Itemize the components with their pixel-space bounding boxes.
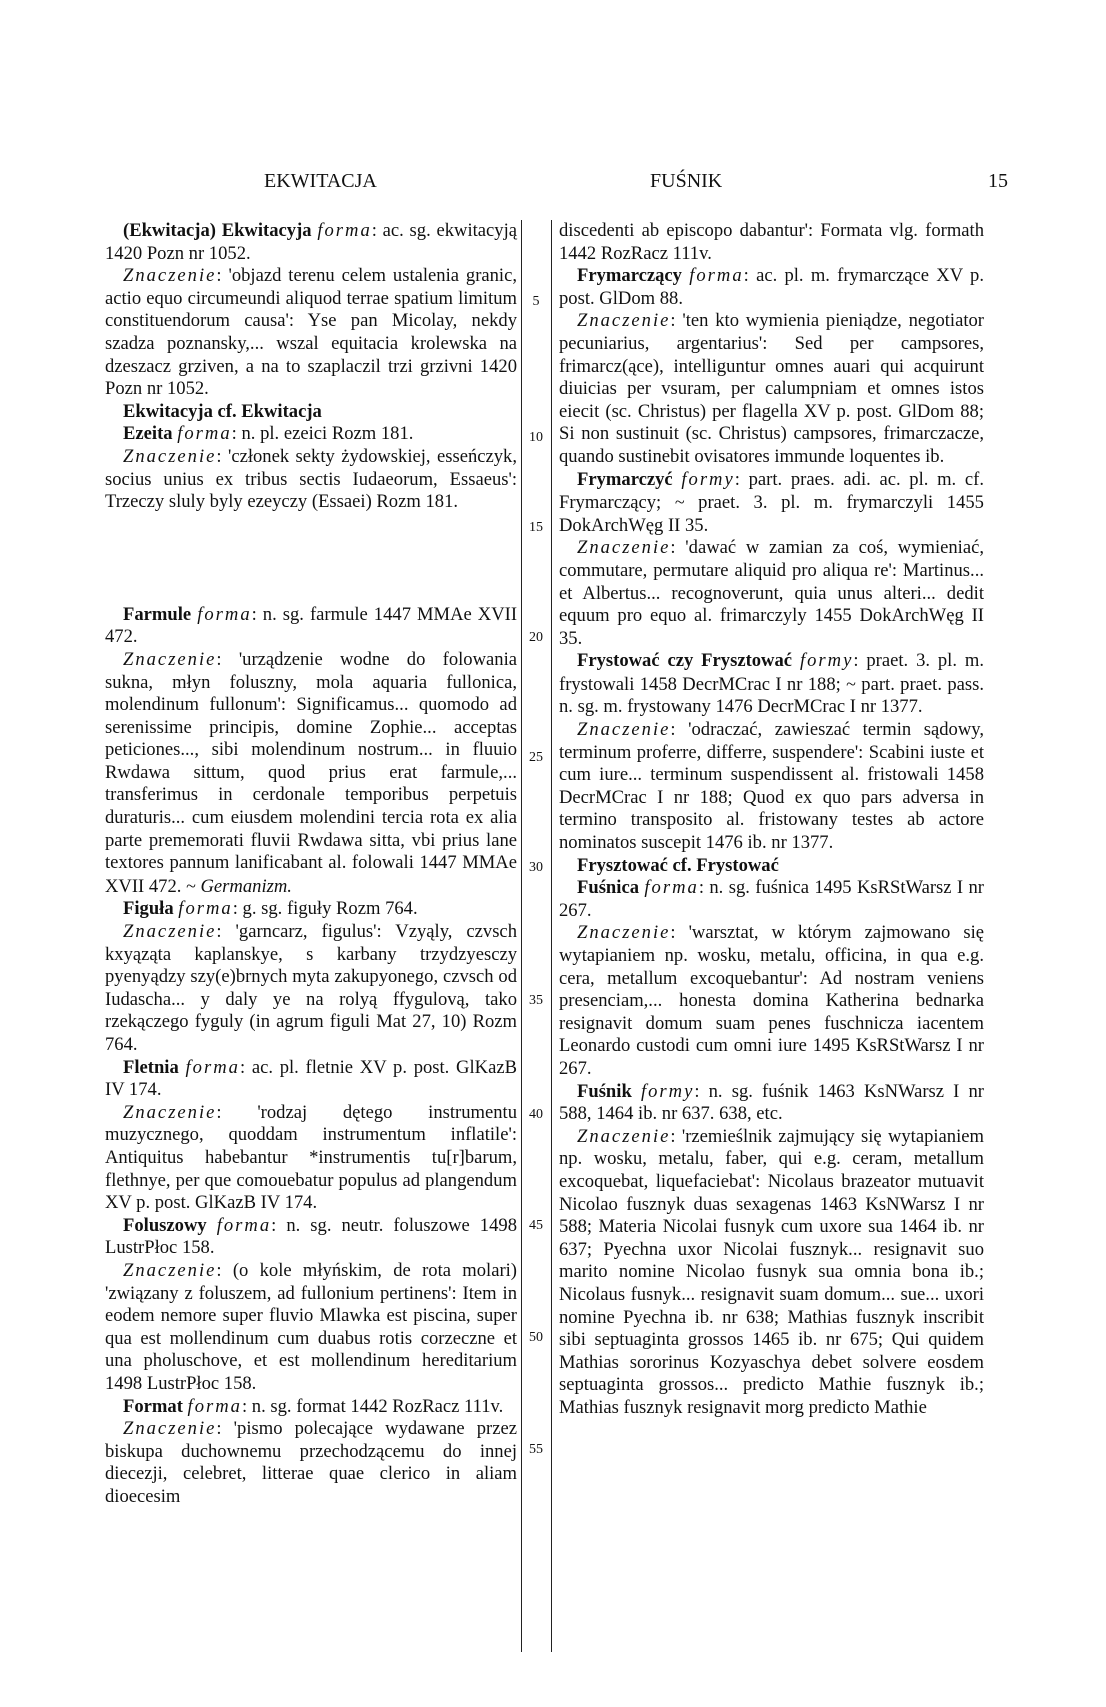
forma-label: forma [644, 877, 699, 899]
meaning-figula [105, 921, 517, 1057]
entry-fusnica [559, 877, 984, 922]
entry-headword: Fuśnica [577, 877, 639, 899]
formy-text: : part. praes. adi. ac. pl. m. cf. Frymarczący; [559, 468, 984, 514]
line-number: 5 [532, 294, 540, 309]
meaning-farmule [105, 649, 517, 899]
entry-format [105, 1396, 517, 1419]
line-number: 15 [529, 520, 543, 535]
formy-label: formy [640, 1080, 695, 1102]
forma-label: forma [187, 1395, 242, 1417]
forma-text: : ac. sg. ekwitacyją 1420 Pozn nr 1052. [105, 220, 517, 264]
forma-label: forma [178, 898, 233, 920]
entry-frystowac [559, 650, 984, 719]
znaczenie-label: Znaczenie [123, 648, 217, 670]
znaczenie-label: Znaczenie [577, 922, 671, 944]
znaczenie-label: Znaczenie [123, 1101, 217, 1123]
entry-fusnik [559, 1081, 984, 1126]
page-number: 15 [988, 170, 1008, 192]
forma-text: : ac. pl. fletnie XV p. post. GlKazB IV 174. [105, 1056, 517, 1101]
forma-text: : ac. pl. m. frymarczące XV p. post. GlDom 88. [559, 265, 984, 309]
meaning-format-continued: discedenti ab episcopo dabantur': Formata vlg. formath 1442 RozRacz 111v. [559, 220, 984, 264]
meaning-format [105, 1418, 517, 1508]
entry-headword: Farmule [123, 603, 192, 625]
etymology-note: Germanizm. [200, 875, 292, 897]
meaning-text: : 'członek sekty żydowskiej, esseńczyk, socius unius ex tribus sectis Iudaeorum, Essaeus': Trzeczy sluly byly ezeyczy (Essaei) Rozm 181. [105, 445, 517, 513]
line-number: 35 [529, 993, 543, 1008]
entry-headword: Foluszowy [123, 1214, 207, 1236]
running-head-right: FUŚNIK [650, 170, 723, 192]
znaczenie-label: Znaczenie [577, 719, 671, 741]
forma-label: forma [317, 220, 372, 241]
meaning-frystowac [559, 719, 984, 855]
znaczenie-label: Znaczenie [123, 1259, 217, 1281]
meaning-foluszowy [105, 1260, 517, 1396]
formy-label: formy [681, 468, 735, 490]
entry-headword: Fuśnik [577, 1080, 632, 1102]
meaning-text: : 'urządzenie wodne do folowania sukna, młyn foluszny, mola aquaria fullonica, molendinum fullonum': Significamus... quomodo ad serenissime principis, domine Zophie... acceptas peticiones..., sibi molendinum nostrum... in fluuio Rwdawa sittum, quod prius erat farmule,... transferimus in cerdonale temporibus perpetuis duraturis... cum eiusdem molendini tercia rota ex alia parte prememorati fluvii Rwdawa sitta, vbi prius lane textores pannum lanificabant al. folowali 1447 MMAe XVII 472. [105, 648, 517, 897]
meaning-text: : 'warsztat, w którym zajmowano się wytapianiem np. wosku, metalu, officina, in qua e.g. cera, metallum excoquebantur': Ad nostram veniens presenciam,... honesta domina Katherina bednarka resignavit domum suam penes fuschnicza iacentem Leonardo custodi cum omni iure 1495 KsRStWarsz I nr 267. [559, 922, 984, 1079]
tilde-symbol: ~ [674, 492, 685, 513]
forma-label: forma [689, 265, 744, 287]
entry-frymarczyc [559, 469, 984, 538]
section-gap [105, 514, 517, 604]
znaczenie-label: Znaczenie [577, 537, 671, 559]
line-number: 30 [529, 860, 543, 875]
meaning-fusnica [559, 922, 984, 1080]
meaning-text: : 'rodzaj dętego instrumentu muzycznego, quoddam instrumentum inflatile': Antiquitus habebantur *instrumentis tu[r]barum, flethnye, per que comouebatur populus ad plangendum XV p. post. GlKazB IV 174. [105, 1101, 517, 1214]
znaczenie-label: Znaczenie [123, 1418, 217, 1440]
entry-farmule [105, 604, 517, 649]
formy-label: formy [799, 650, 854, 672]
entry-frymarczacy [559, 265, 984, 310]
formy-text: part. praet. pass. n. sg. m. frystowany 1476 DecrMCrac I nr 1377. [559, 673, 985, 718]
meaning-frymarczyc [559, 537, 984, 650]
meaning-text: : 'odraczać, zawieszać termin sądowy, terminum proferre, differre, suspendere': Scabini iuste et cum iure... terminum suspendissent al. fristowali 1458 DecrMCrac I nr 188; Quod ex quo pars adversa in termino transposito al. fristowany testes ab actore nominatos suscepit 1476 ib. nr 1377. [559, 719, 984, 854]
forma-text: : n. sg. format 1442 RozRacz 111v. [241, 1395, 504, 1417]
meaning-text: : 'ten kto wymienia pieniądze, negotiator pecuniarius, argentarius': Sed per campsores, frimarcz(ące), intelliguntur omnes auari qui acquirunt diuicias per vsuram, per calumpniam et omnes istos eiecit (sc. Christus) per flagella XV p. post. GlDom 88; Si non sustinuit (sc. Christus) campsores, frimarczacze, quando sustinebit ovisatores immunde loquentes ib. [559, 310, 984, 467]
entry-headword: Ezeita [123, 423, 173, 445]
entry-ezeita [105, 423, 517, 446]
znaczenie-label: Znaczenie [123, 445, 217, 467]
meaning-text: : 'dawać w zamian za coś, wymieniać, commutare, permutare aliquid pro aliqua re': Martinus... et Albertus... recognoverunt, quia unus alteri... dedit equum pro equo al. frimarczyly 1455 DokArchWęg II 35. [559, 537, 984, 649]
meaning-text: : 'objazd terenu celem ustalenia granic, actio equo circumeundi aliquod terrae spatium limitum constituendorum causa': Yse pan Micolay, nekdy szadza poznansky,... wszal equitacia krolewska na dzeszacz grziven, a na to szaplaczil trzi grzivni 1420 Pozn nr 1052. [105, 265, 517, 400]
line-number: 50 [529, 1330, 543, 1345]
column-rule-right [551, 220, 552, 1652]
forma-label: forma [216, 1214, 272, 1236]
line-number: 10 [529, 430, 543, 445]
meaning-ezeita [105, 446, 517, 514]
meaning-text: : 'rzemieślnik zajmujący się wytapianiem np. wosku, metalu, faber, qui e.g. ceram, metallum excoquebat, liquefaciebat': Nicolaus brazeator mutuavit Nicolao fusznyk duas sexagenas 1463 KsNWarsz I nr 588; Materia Nicolai fusnyk cum uxore sua 1464 ib. nr 637; Pyechna uxor Nicolai fusznyk... resignavit suo marito nomine Nicolao fusnyk sua omnia bona ib.; Nicolaus fusnyk... resignavit suam domum... sue... uxori nomine Pyechna ib. nr 638; Mathias fusznyk inscribit sibi septuaginta grossos 1465 ib. nr 675; Qui quidem Mathias sororinus Kozyaschya debet solvere eosdem septuaginta grossos... predicto Mathie fusznyk ib.; Mathias fusznyk resignavit morg predicto Mathie [559, 1125, 984, 1418]
entry-figula [105, 898, 517, 921]
formy-text: : praet. 3. pl. m. frystowali 1458 DecrMCrac I nr 188; [559, 650, 984, 695]
entry-headword: (Ekwitacja) Ekwitacyja [123, 220, 312, 241]
znaczenie-label: Znaczenie [123, 265, 217, 287]
line-number: 25 [529, 750, 543, 765]
entry-fletnia [105, 1057, 517, 1102]
znaczenie-label: Znaczenie [123, 921, 217, 943]
entry-headword: Frymarczyć [577, 468, 673, 490]
meaning-ekwitacja [105, 265, 517, 401]
meaning-fletnia [105, 1102, 517, 1215]
znaczenie-label: Znaczenie [577, 1125, 671, 1147]
tilde-symbol: ~ [846, 673, 856, 694]
forma-text: : n. pl. ezeici Rozm 181. [231, 423, 414, 445]
cross-reference: Ekwitacyja cf. Ekwitacja [123, 400, 322, 422]
meaning-text: : 'garncarz, figulus': Vzyąly, czvsch kxyąząta kaplanskye, s karbany trzydzyesczy pyenyądzy szy(e)brnych myta zakupyonego, czvsch od Iudascha... y daly ye na rolyą ffygulovą, tako rzekączego fyguly (in agrum figuli Mat 27, 10) Rozm 764. [105, 921, 517, 1055]
forma-text: : n. sg. farmule 1447 MMAe XVII 472. [105, 603, 518, 648]
left-column [105, 220, 517, 1660]
tilde-symbol: ~ [186, 875, 196, 896]
forma-label: forma [177, 423, 232, 445]
entry-foluszowy [105, 1215, 517, 1260]
forma-text: : n. sg. fuśnica 1495 KsRStWarsz I nr 267. [559, 877, 984, 921]
entry-headword: Fletnia [123, 1056, 179, 1078]
line-number: 55 [529, 1442, 543, 1457]
entry-ekwitacja [105, 220, 517, 265]
meaning-frymarczacy [559, 310, 984, 468]
entry-headword: Frymarczący [577, 265, 682, 287]
meaning-text: : (o kole młyńskim, de rota molari) 'związany z foluszem, ad fullonium pertinens': Item in eodem nemore super fluvio Mlawka est piscina, super qua est mollendinum cum duabus rotis corzeczne et una pholuschove, et est mollendinum hereditarium 1498 LustrPłoc 158. [105, 1259, 517, 1394]
entry-headword: Format [123, 1395, 183, 1417]
forma-text: : g. sg. figuły Rozm 764. [232, 898, 418, 920]
meaning-text: : 'pismo polecające wydawane przez biskupa duchownemu przechodzącemu do innej diecezji, celebret, litterae quae clerico in aliam dioecesim [105, 1418, 517, 1507]
page-header [0, 170, 1106, 200]
line-numbers [521, 220, 551, 1660]
forma-text: : n. sg. neutr. foluszowe 1498 LustrPłoc 158. [105, 1214, 517, 1259]
entry-headword: Figuła [123, 898, 174, 920]
formy-text: : n. sg. fuśnik 1463 KsNWarsz I nr 588, 1464 ib. nr 637. 638, etc. [559, 1080, 984, 1125]
meaning-fusnik [559, 1126, 984, 1420]
forma-label: forma [185, 1056, 240, 1078]
cross-reference: Frysztować cf. Frystować [577, 854, 779, 876]
running-head-left: EKWITACJA [264, 170, 377, 192]
line-number: 20 [529, 630, 543, 645]
entry-headword: Frystować czy Frysztować [577, 650, 793, 672]
formy-text: praet. 3. pl. m. frymarczyli 1455 DokArchWęg II 35. [559, 492, 984, 536]
line-number: 45 [529, 1218, 543, 1233]
right-column [559, 220, 984, 1660]
forma-label: forma [197, 603, 252, 625]
znaczenie-label: Znaczenie [577, 310, 671, 332]
line-number: 40 [529, 1107, 543, 1122]
